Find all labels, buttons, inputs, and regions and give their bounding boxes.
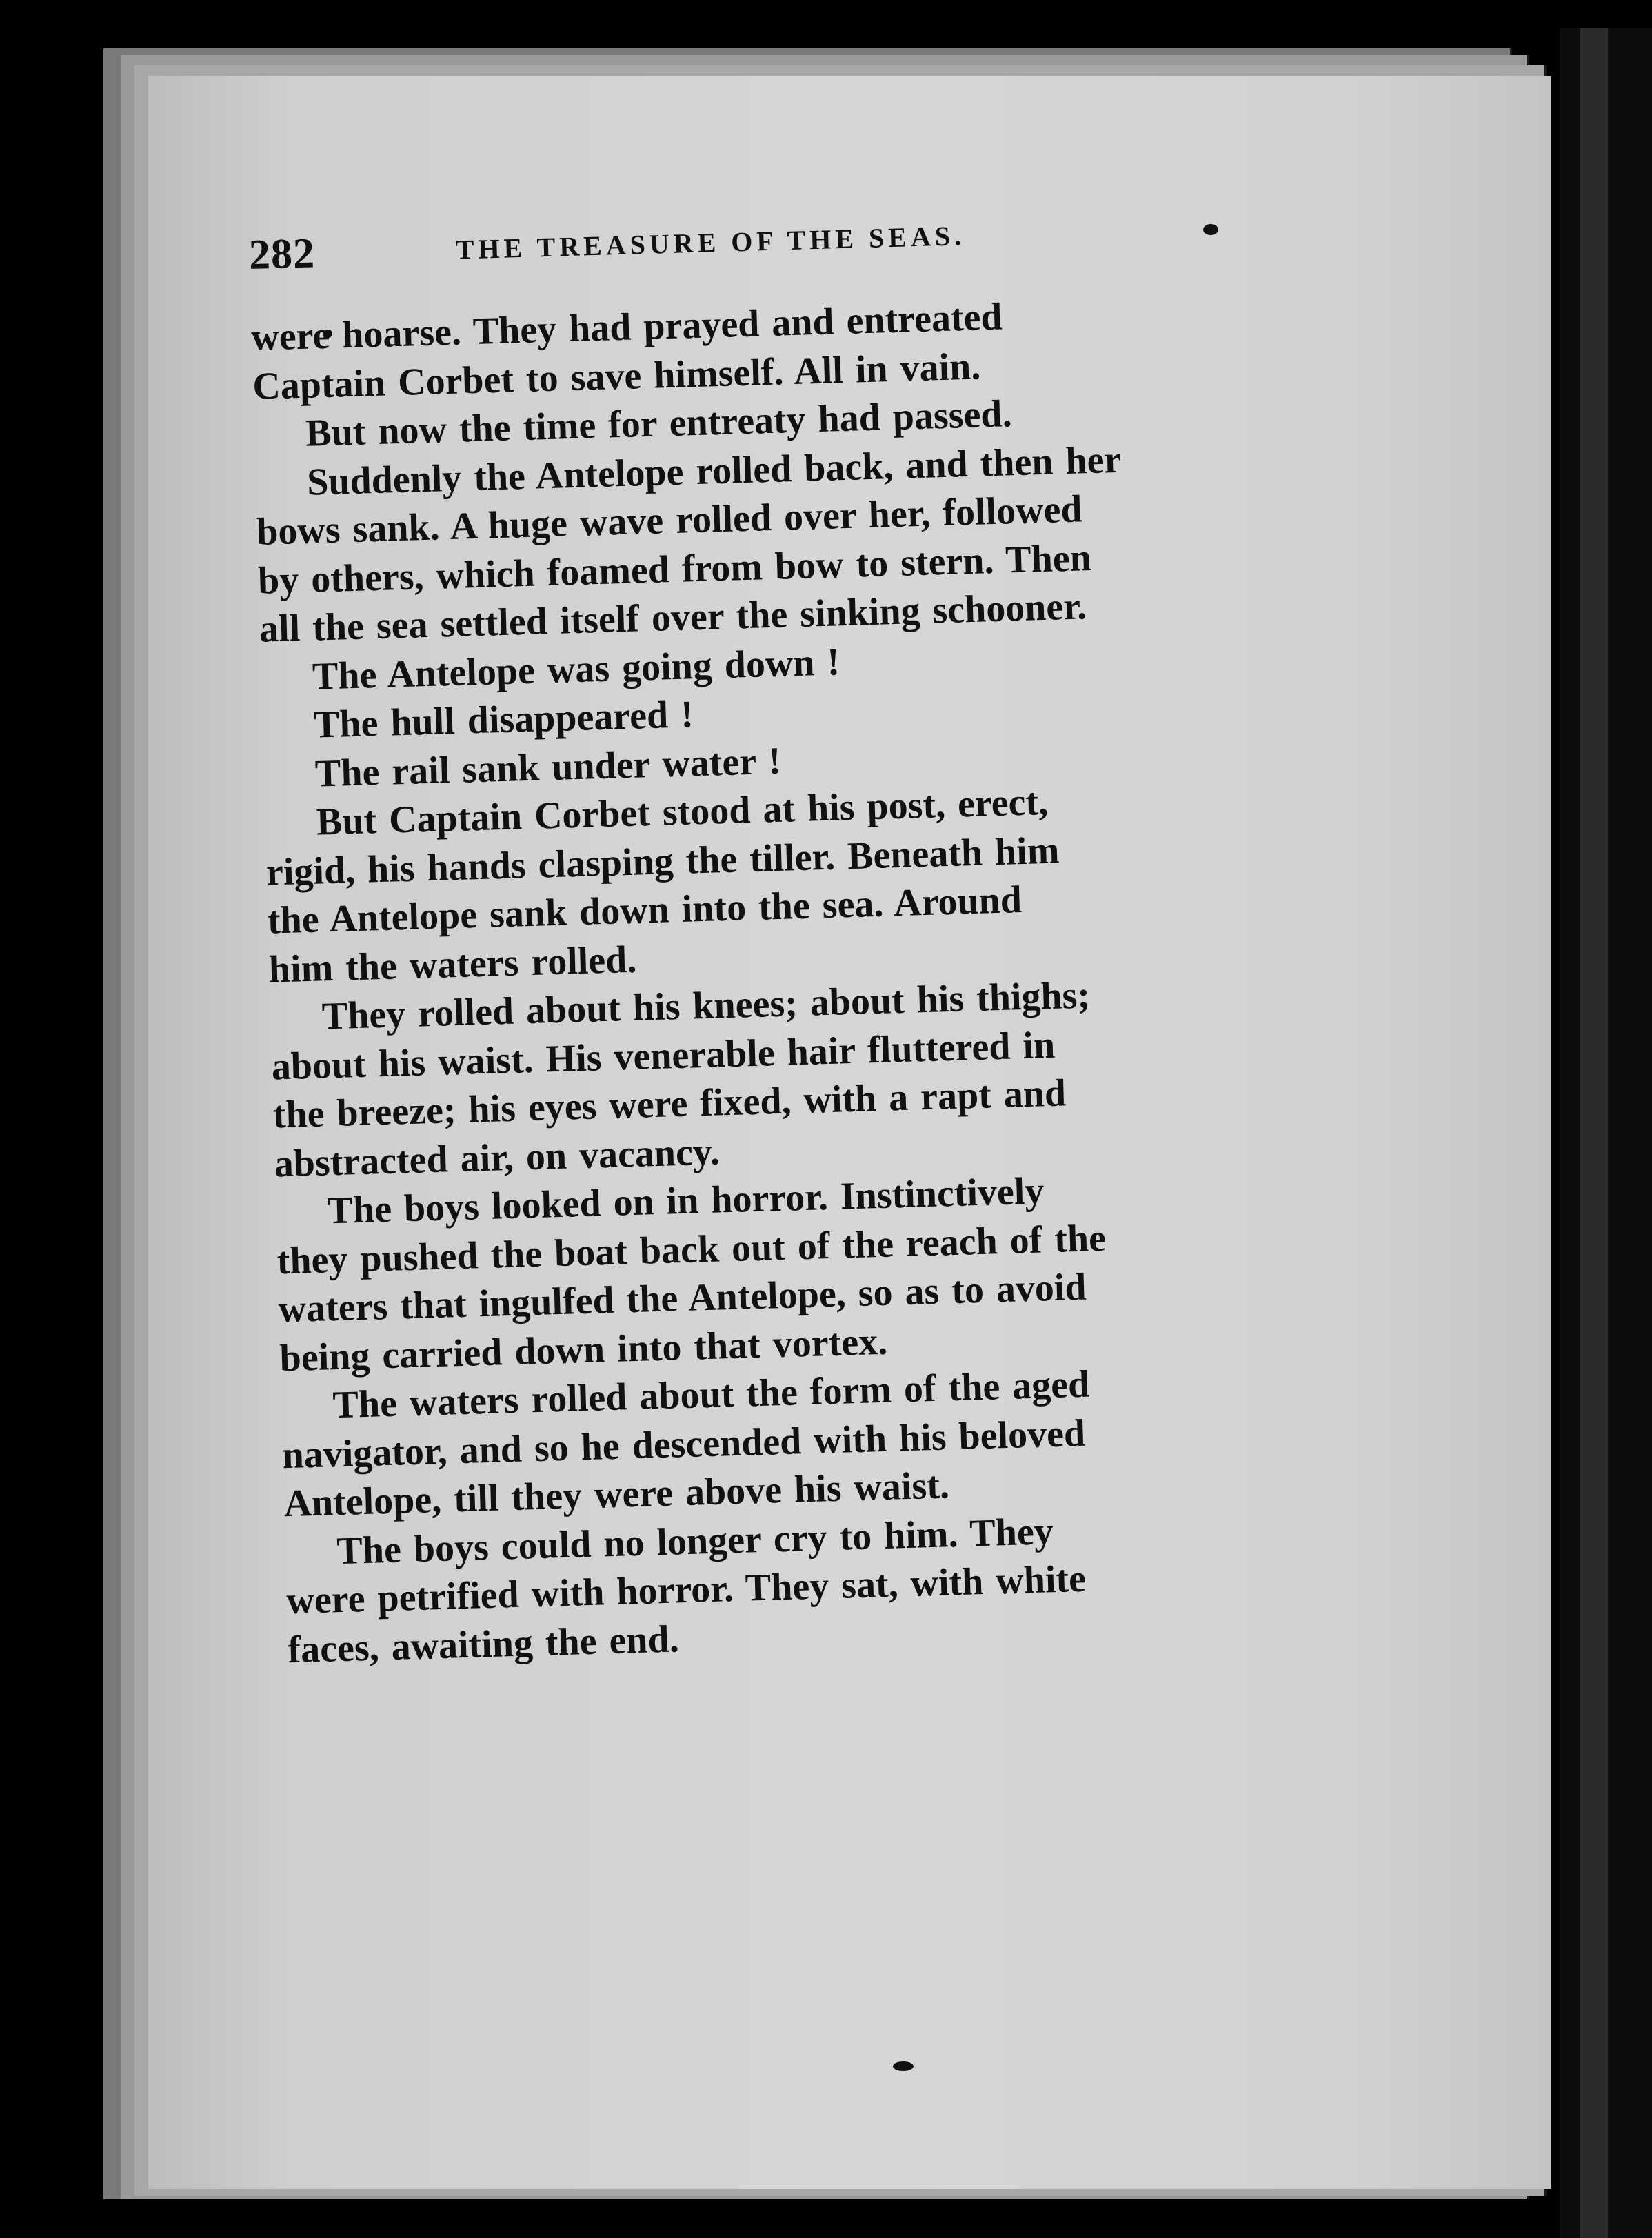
text-line: were hoarse. They had prayed and entreated [250,295,1003,359]
adjacent-page-strip [1580,28,1608,2238]
text-line: But Captain Corbet stood at his post, erect, [316,780,1049,844]
text-line: about his waist. His venerable hair fluttered in [270,1023,1056,1089]
text-line: rigid, his hands clasping the tiller. Beneath him [265,829,1060,894]
text-line: The boys looked on in horror. Instinctively [326,1169,1045,1233]
text-line: the breeze; his eyes were fixed, with a rapt and [272,1071,1067,1137]
text-line: Suddenly the Antelope rolled back, and then her [306,438,1122,504]
text-line: they pushed the boat back out of the reach of the [276,1216,1107,1282]
page-number: 282 [248,230,316,279]
text-line: The waters rolled about the form of the aged [332,1362,1090,1427]
text-line: waters that ingulfed the Antelope, so as to avoid [277,1265,1087,1331]
page-text-block [248,199,1460,1675]
text-line: faces, awaiting the end. [287,1617,680,1671]
text-line: all the sea settled itself over the sinking schooner. [259,585,1087,651]
text-line: navigator, and so he descended with his beloved [281,1411,1086,1477]
text-line: The hull disappeared ! [313,693,694,747]
text-line: were petrified with horror. They sat, with white [285,1557,1087,1623]
text-line: Antelope, till they were above his waist. [283,1464,950,1526]
text-line: But now the time for entreaty had passed. [305,392,1013,455]
body-text [250,281,1460,1674]
text-line: bows sank. A huge wave rolled over her, followed [256,487,1083,554]
text-line: being carried down into that vortex. [279,1320,888,1380]
text-line: the Antelope sank down into the sea. Around [267,878,1023,942]
running-title: THE TREASURE OF THE SEAS. [455,219,966,265]
ink-smudge-icon [893,2061,914,2071]
text-line: They rolled about his knees; about his thighs; [321,974,1091,1038]
text-line: The rail sank under water ! [314,739,782,796]
text-line: abstracted air, on vacancy. [273,1129,721,1185]
text-line: Captain Corbet to save himself. All in vain. [252,344,982,408]
text-line: The Antelope was going down ! [312,640,840,698]
text-line: him the waters rolled. [268,938,638,991]
adjacent-page-edge [1560,28,1652,2238]
text-line: by others, which foamed from bow to stern. Then [257,536,1092,603]
text-line: The boys could no longer cry to him. They [336,1509,1054,1573]
